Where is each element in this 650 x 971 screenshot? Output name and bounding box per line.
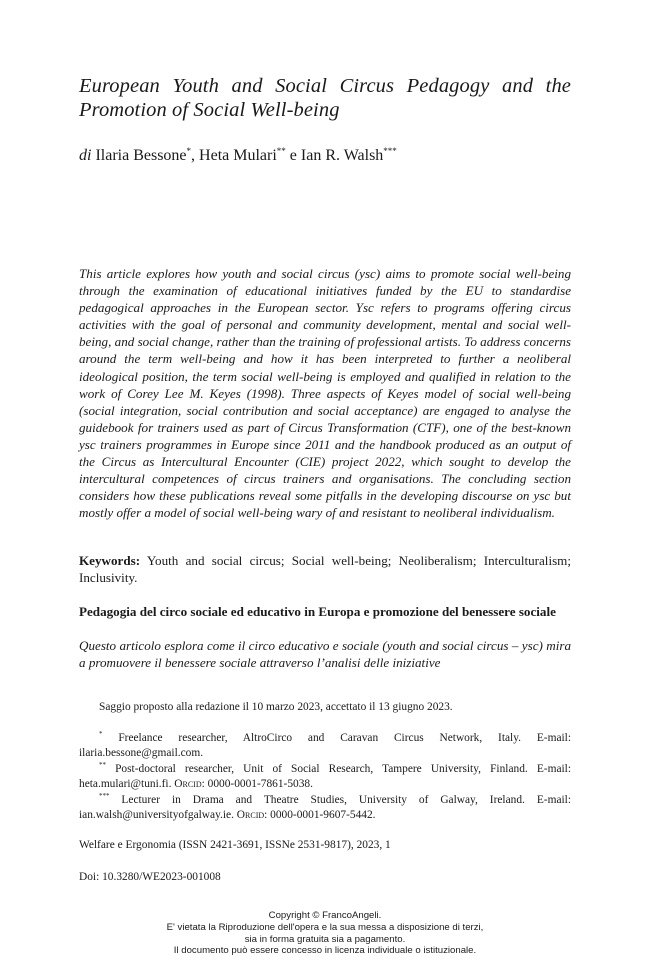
author-separator: , <box>191 147 200 164</box>
footnote-text: Lecturer in Drama and Theatre Studies, University of Galway, Ireland. E-mail: ian.walsh@universityofgalway.ie. <box>79 793 571 822</box>
keywords-list: Youth and social circus; Social well-being; Neoliberalism; Interculturalism; Inclusivity. <box>79 553 572 586</box>
orcid-label: Orcid <box>236 809 265 822</box>
author-name: Heta Mulari <box>199 147 277 164</box>
author-name: Ilaria Bessone <box>95 147 187 164</box>
copyright-line: sia in forma gratuita sia a pagamento. <box>244 933 406 945</box>
footnote <box>79 762 571 793</box>
submission-note: Saggio proposto alla redazione il 10 marzo 2023, accettato il 13 giugno 2023. <box>99 701 453 713</box>
footnote-mark: *** <box>99 791 110 800</box>
footnote-mark: ** <box>99 760 106 769</box>
article-title: European Youth and Social Circus Pedagogy and the Promotion of Social Well-being <box>79 75 571 121</box>
author-footnotes <box>79 731 571 823</box>
author-prefix: di <box>79 147 92 164</box>
italian-title: Pedagogia del circo sociale ed educativo in Europa e promozione del benessere sociale <box>79 604 556 619</box>
author-separator: e <box>285 147 301 164</box>
copyright-line: E' vietata la Riproduzione dell'opera e la sua messa a disposizione di terzi, <box>166 921 484 933</box>
footnote <box>79 731 571 762</box>
keywords <box>79 552 571 586</box>
orcid-id: : 0000-0001-7861-5038. <box>201 778 313 791</box>
copyright-line: Copyright © FrancoAngeli. <box>268 910 382 921</box>
doi: Doi: 10.3280/WE2023-001008 <box>79 871 221 883</box>
orcid-id: : 0000-0001-9607-5442. <box>264 809 376 822</box>
author-name: Ian R. Walsh <box>300 147 384 164</box>
copyright-notice <box>0 910 650 957</box>
author-footnote-mark: ** <box>276 146 286 156</box>
footnote-text: Post-doctoral researcher, Unit of Social Research, Tampere University, Finland. E-mail: heta.mulari@tuni.fi. <box>79 762 571 791</box>
journal-citation: Welfare e Ergonomia (ISSN 2421-3691, ISSNe 2531-9817), 2023, 1 <box>79 839 391 851</box>
author-footnote-mark: *** <box>383 146 397 156</box>
orcid-label: Orcid <box>174 778 202 791</box>
copyright-line: Il documento può essere concesso in licenza individuale o istituzionale. <box>173 945 477 957</box>
keywords-label: Keywords: <box>79 553 141 568</box>
footnote <box>79 793 571 824</box>
english-abstract: This article explores how youth and social circus (ysc) aims to promote social well-being through the examination of educational initiatives funded by the EU to standardise pedagogical approaches in the European sector. Ysc refers to programs offering circus activities with the goal of personal and community development, mental and social well-being, and social change, rather than the training of professional artists. To address concerns around the term well-being and how it has been interpreted to further a neoliberal ideological position, the term social well-being is employed and qualified in relation to the work of Corey Lee M. Keyes (1998). Three aspects of Keyes model of social well-being (social integration, social contribution and social acceptance) are engaged to analyse the guidebook for trainers used as part of Circus Transformation (CTF), one of the best-known ysc trainers programmes in Europe since 2011 and the handbook produced as an output of the Circus as Intercultural Encounter (CIE) project 2022, which sought to develop the intercultural competences of circus trainers and organisations. The concluding section considers how these publications reveal some pitfalls in the developing discourse on ysc but mostly offer a model of social well-being wary of and resistant to neoliberal individualism. <box>79 266 571 521</box>
footnote-text: Freelance researcher, AltroCirco and Caravan Circus Network, Italy. E-mail: ilaria.bessone@gmail.com. <box>79 732 571 760</box>
italian-abstract: Questo articolo esplora come il circo educativo e sociale (youth and social circus – ysc) mira a promuovere il benessere sociale attraverso l’analisi delle iniziative <box>79 638 571 671</box>
footnote-mark: * <box>99 730 103 738</box>
author-line <box>79 146 571 166</box>
author-footnote-mark: * <box>186 146 192 156</box>
